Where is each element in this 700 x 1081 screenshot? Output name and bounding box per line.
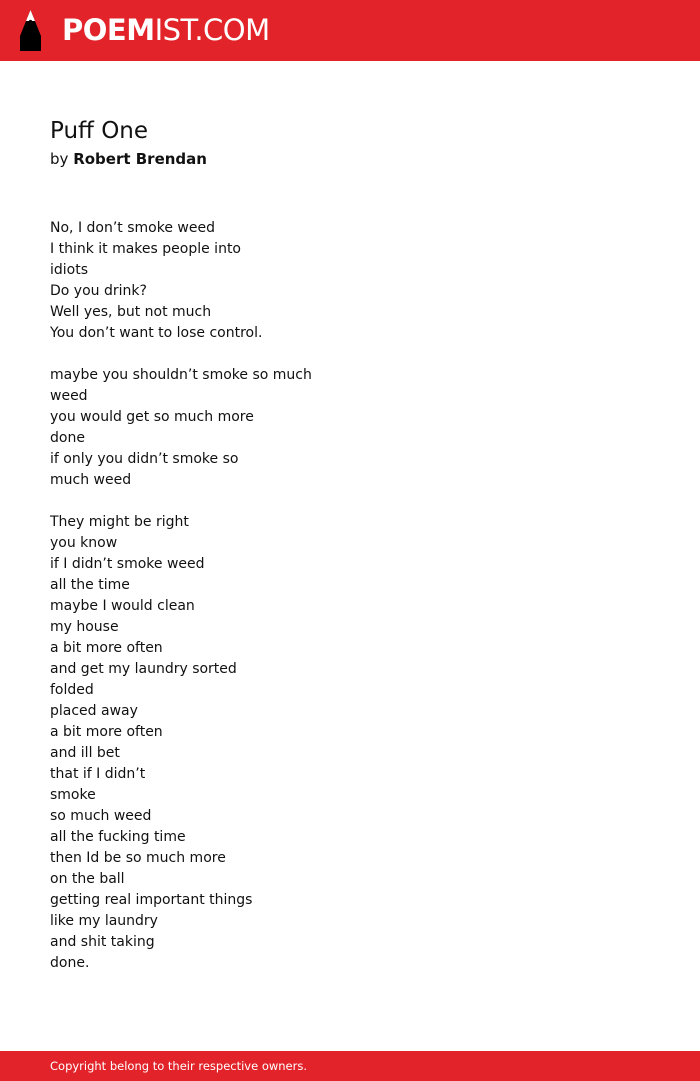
site-logo[interactable]: [62, 13, 270, 47]
poem-line: I think it makes people into: [50, 241, 241, 257]
poem-body: [50, 218, 650, 974]
poem-stanza: [50, 365, 650, 491]
author-name: Robert Brendan: [73, 150, 207, 168]
poem-line: Well yes, but not much: [50, 304, 212, 320]
byline: [50, 148, 207, 170]
poem-line: my house: [50, 619, 119, 635]
poem-line: on the ball: [50, 871, 125, 887]
poem-line: smoke: [50, 787, 96, 803]
poem-line: so much weed: [50, 808, 152, 824]
poem-line: placed away: [50, 703, 138, 719]
poem-line: done: [50, 430, 85, 446]
poem-line: and shit taking: [50, 934, 155, 950]
by-label: by: [50, 150, 69, 168]
poem-line: idiots: [50, 262, 89, 278]
poem-line: that if I didn’t: [50, 766, 146, 782]
poem-line: a bit more often: [50, 640, 163, 656]
poem-line: like my laundry: [50, 913, 158, 929]
poem-line: a bit more often: [50, 724, 163, 740]
poem-line: weed: [50, 388, 88, 404]
poem-line: you know: [50, 535, 118, 551]
pen-nib-logo-icon[interactable]: [17, 9, 44, 52]
site-footer: [0, 1051, 700, 1081]
poem-line: maybe you shouldn’t smoke so much: [50, 367, 312, 383]
poem-stanza: [50, 218, 650, 344]
poem-line: then Id be so much more: [50, 850, 226, 866]
poem-line: and ill bet: [50, 745, 120, 761]
poem-line: much weed: [50, 472, 132, 488]
copyright-text: Copyright belong to their respective owners.: [50, 1059, 308, 1073]
poem-line: You don’t want to lose control.: [50, 325, 263, 341]
logo-light-text: IST.COM: [154, 13, 270, 47]
poem-line: maybe I would clean: [50, 598, 195, 614]
poem-line: getting real important things: [50, 892, 253, 908]
poem-line: Do you drink?: [50, 283, 147, 299]
poem-line: No, I don’t smoke weed: [50, 220, 215, 236]
poem-line: all the time: [50, 577, 130, 593]
poem-stanza: [50, 512, 650, 974]
poem-line: and get my laundry sorted: [50, 661, 237, 677]
logo-bold-text: POEM: [62, 13, 155, 47]
poem-line: if only you didn’t smoke so: [50, 451, 239, 467]
poem-line: if I didn’t smoke weed: [50, 556, 205, 572]
poem-title: Puff One: [50, 118, 149, 144]
poem-line: They might be right: [50, 514, 189, 530]
poem-line: folded: [50, 682, 94, 698]
poem-line: all the fucking time: [50, 829, 186, 845]
poem-line: you would get so much more: [50, 409, 254, 425]
site-header: [0, 0, 700, 61]
poem-line: done.: [50, 955, 90, 971]
